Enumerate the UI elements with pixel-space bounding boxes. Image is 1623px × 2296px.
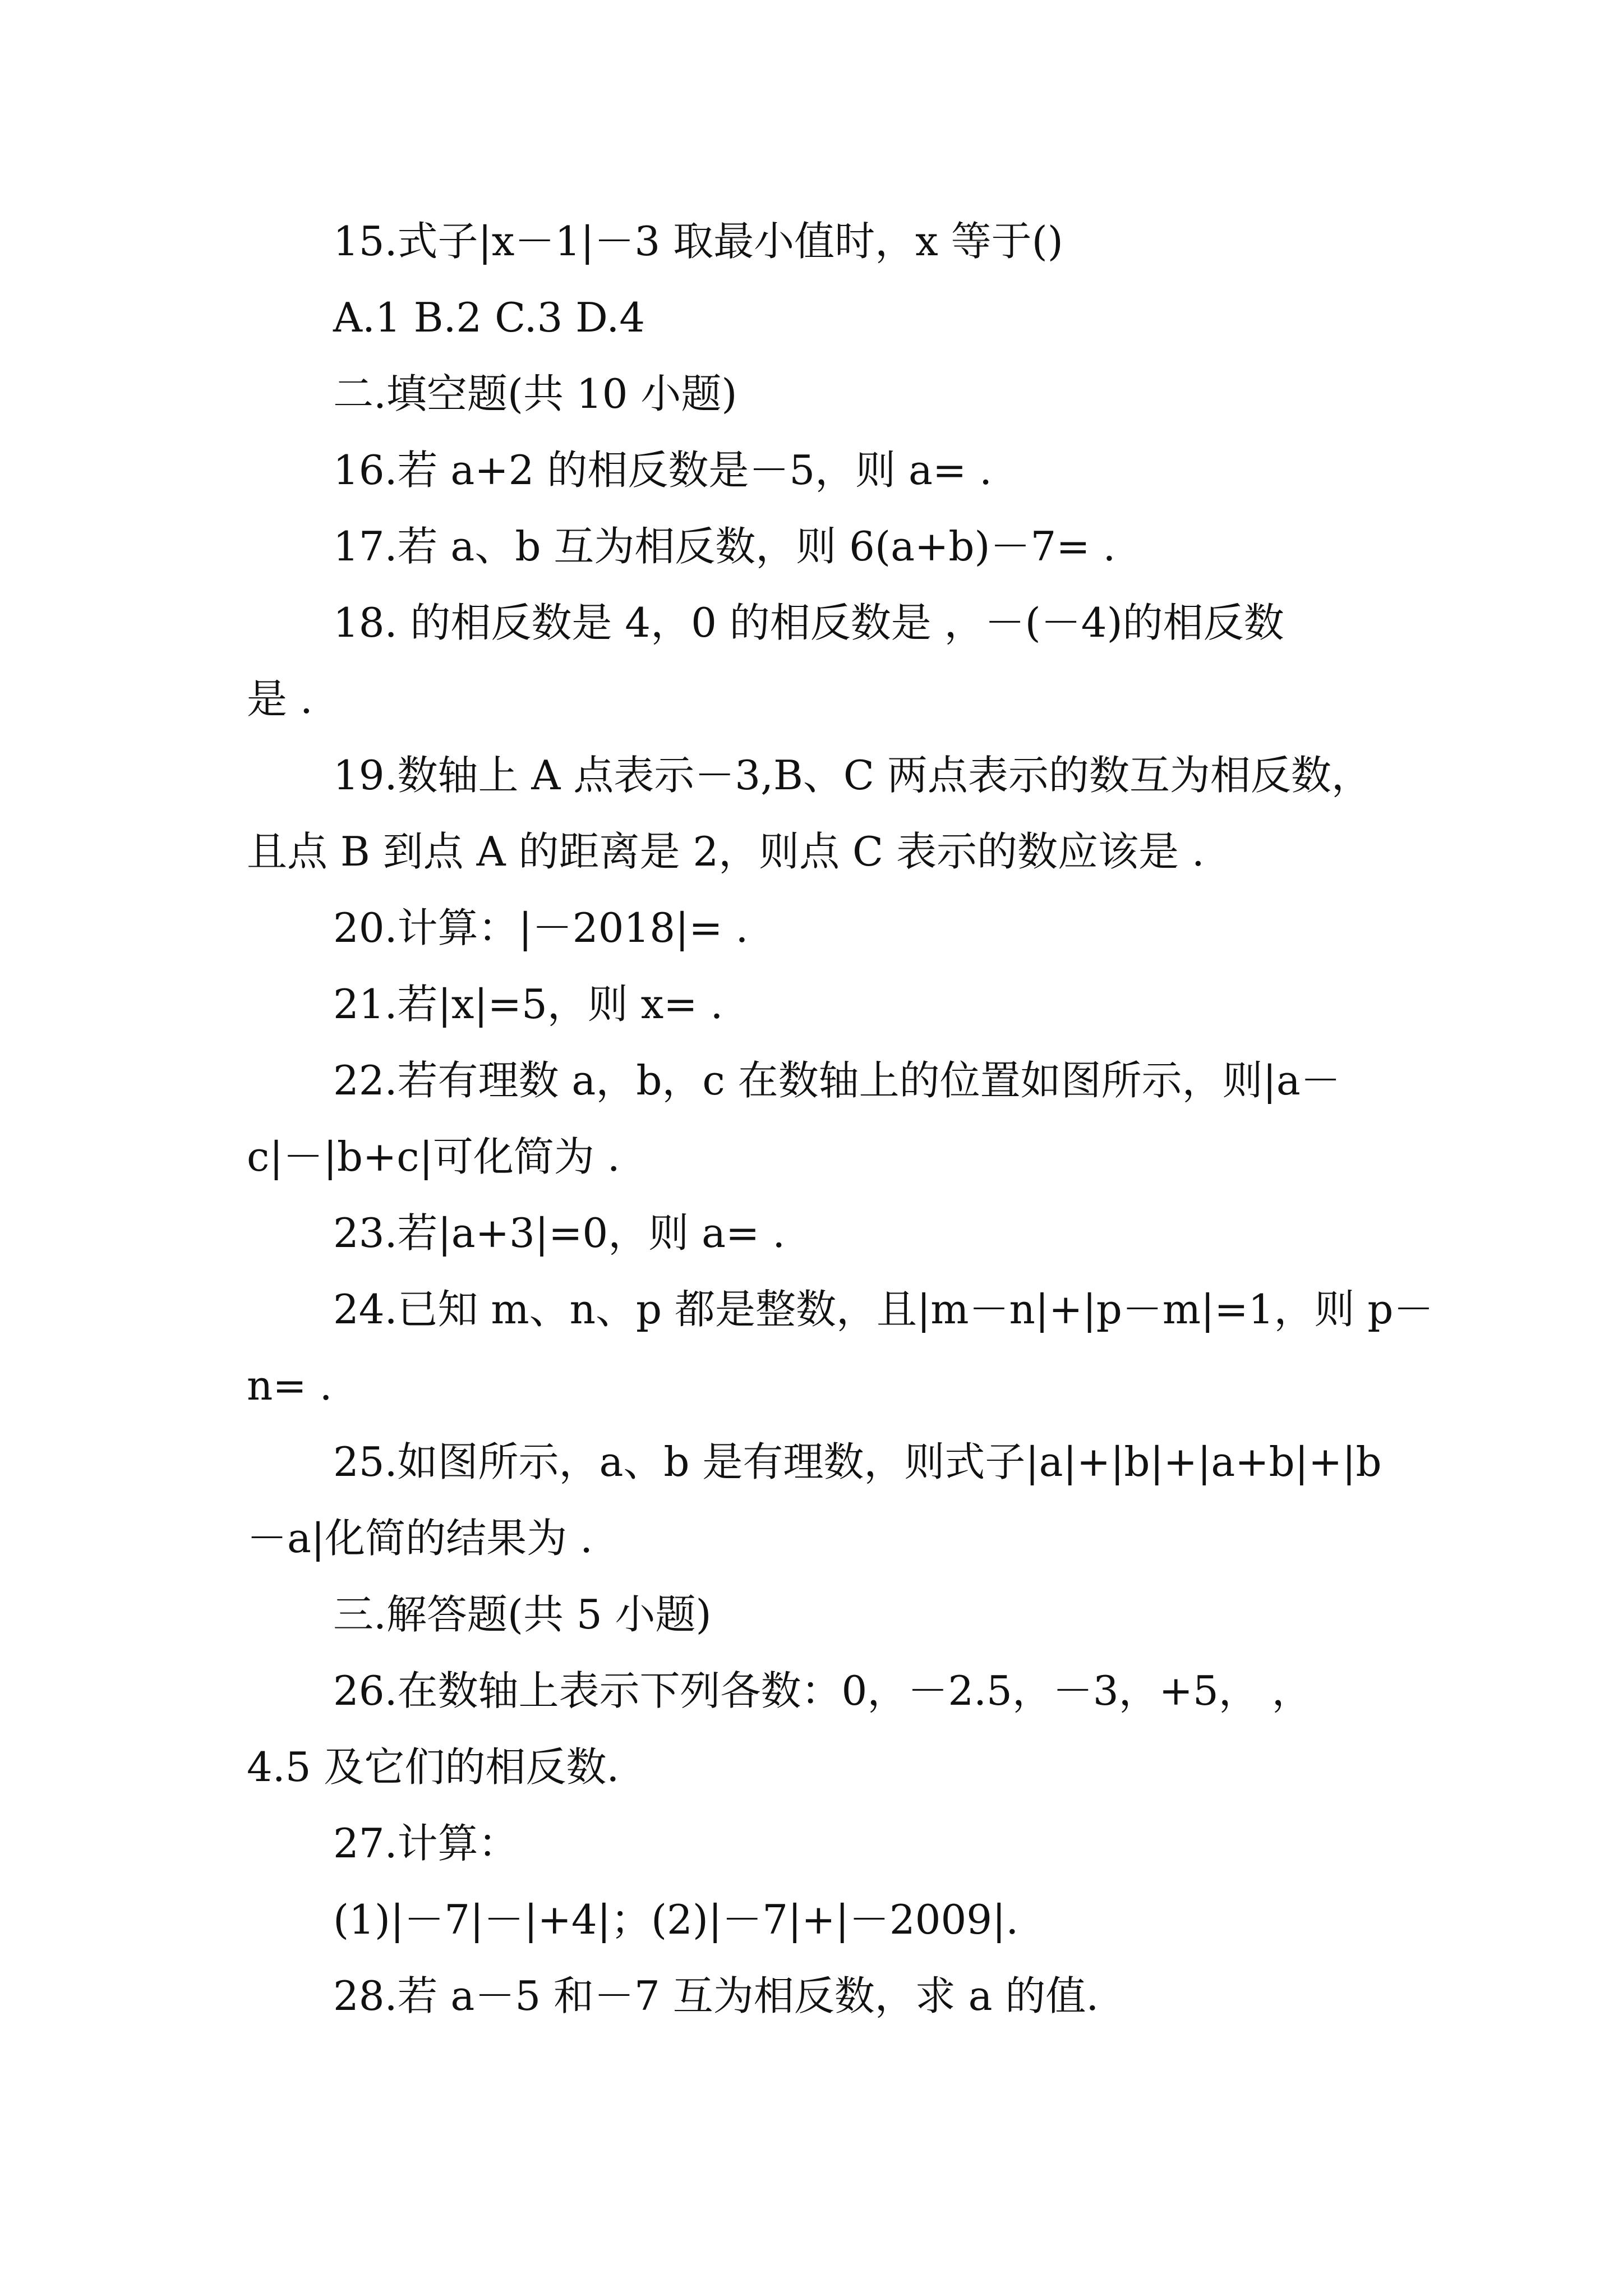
question-22: 22.若有理数 a，b，c 在数轴上的位置如图所示，则|a－ xyxy=(333,1057,1341,1104)
question-18: 18. 的相反数是 4，0 的相反数是 ，－(－4)的相反数 xyxy=(333,599,1284,646)
question-19-continued: 且点 B 到点 A 的距离是 2，则点 C 表示的数应该是 . xyxy=(247,828,1205,875)
question-15: 15.式子|x－1|－3 取最小值时，x 等于() xyxy=(333,218,1063,265)
section-heading-fill-in: 二.填空题(共 10 小题) xyxy=(333,370,737,417)
question-25-continued: －a|化简的结果为 . xyxy=(247,1515,593,1562)
question-15-options: A.1 B.2 C.3 D.4 xyxy=(333,294,645,341)
question-22-continued: c|－|b+c|可化简为 . xyxy=(247,1133,620,1180)
question-27: 27.计算： xyxy=(333,1820,519,1867)
question-16: 16.若 a+2 的相反数是－5，则 a= . xyxy=(333,447,993,494)
document-body xyxy=(247,203,1434,2034)
question-23: 23.若|a+3|=0，则 a= . xyxy=(333,1209,786,1257)
question-26: 26.在数轴上表示下列各数：0，－2.5，－3，+5， ， xyxy=(333,1667,1312,1714)
question-17: 17.若 a、b 互为相反数，则 6(a+b)－7= . xyxy=(333,523,1116,570)
question-25: 25.如图所示，a、b 是有理数，则式子|a|+|b|+|a+b|+|b xyxy=(333,1438,1382,1485)
question-27-parts: (1)|－7|－|+4|；(2)|－7|+|－2009|. xyxy=(333,1896,1019,1943)
question-21: 21.若|x|=5，则 x= . xyxy=(333,981,723,1028)
question-24: 24.已知 m、n、p 都是整数，且|m－n|+|p－m|=1，则 p－ xyxy=(333,1286,1434,1333)
question-18-continued: 是 . xyxy=(247,675,313,723)
question-19: 19.数轴上 A 点表示－3,B、C 两点表示的数互为相反数， xyxy=(333,752,1372,799)
question-20: 20.计算：|－2018|= . xyxy=(333,904,749,951)
section-heading-answer: 三.解答题(共 5 小题) xyxy=(333,1591,712,1638)
question-28: 28.若 a－5 和－7 互为相反数，求 a 的值. xyxy=(333,1972,1099,2019)
question-24-continued: n= . xyxy=(247,1362,333,1409)
question-26-continued: 4.5 及它们的相反数. xyxy=(247,1743,620,1791)
